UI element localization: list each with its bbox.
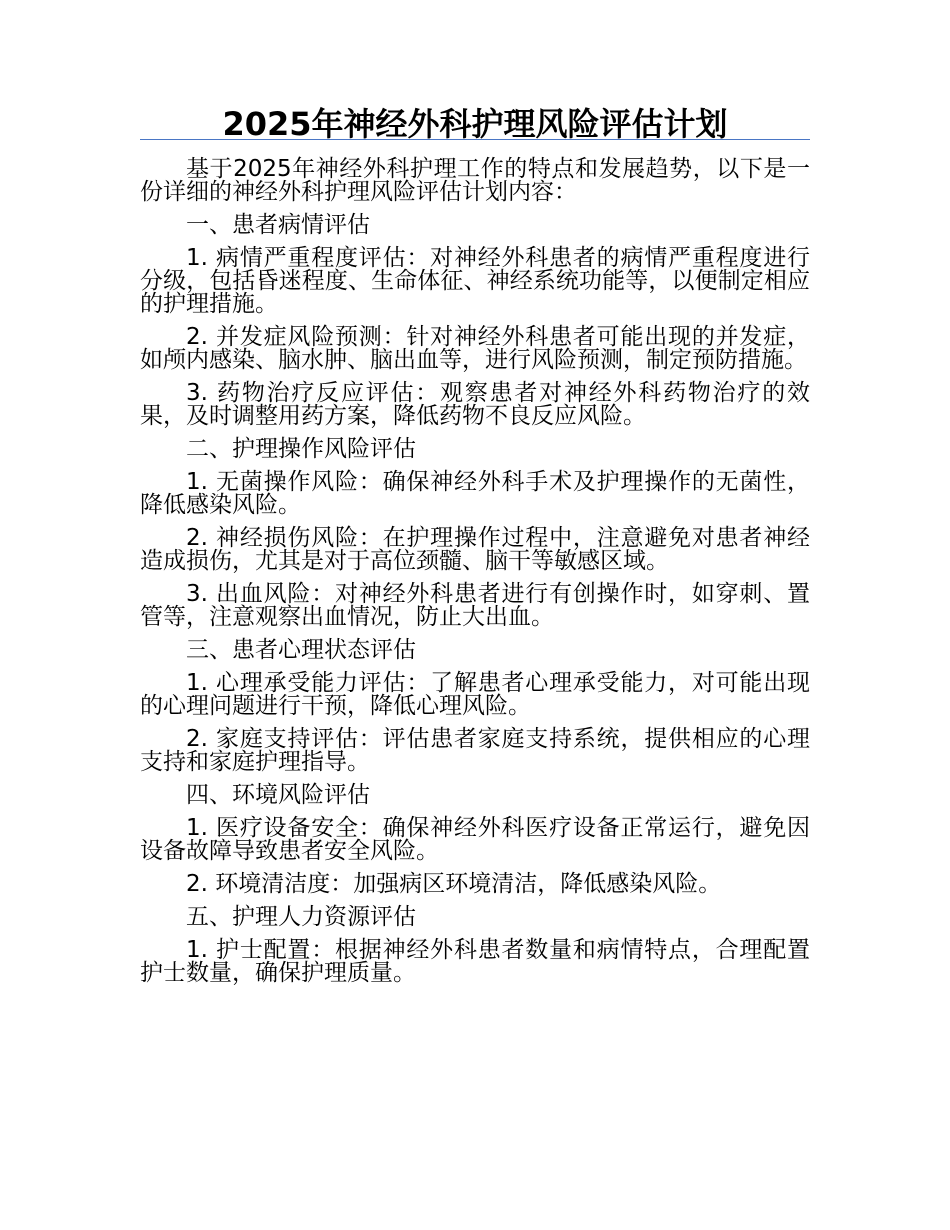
section-heading-environment: 四、环境风险评估	[186, 782, 370, 808]
document-body	[140, 158, 810, 995]
section-item: 1. 无菌操作风险：确保神经外科手术及护理操作的无菌性，降低感染风险。	[140, 469, 810, 518]
intro-paragraph: 基于2025年神经外科护理工作的特点和发展趋势，以下是一份详细的神经外科护理风险评估计划内容：	[140, 156, 810, 205]
title-underline	[140, 139, 810, 140]
document-title: 2025年神经外科护理风险评估计划	[222, 105, 728, 143]
section-item: 3. 出血风险：对神经外科患者进行有创操作时，如穿刺、置管等，注意观察出血情况，防止大出血。	[140, 581, 810, 630]
section-heading-human-resources: 五、护理人力资源评估	[186, 904, 416, 930]
section-item: 1. 病情严重程度评估：对神经外科患者的病情严重程度进行分级，包括昏迷程度、生命体征、神经系统功能等，以便制定相应的护理措施。	[140, 245, 810, 317]
section-item: 1. 心理承受能力评估：了解患者心理承受能力，对可能出现的心理问题进行干预，降低心理风险。	[140, 670, 810, 719]
section-item: 2. 家庭支持评估：评估患者家庭支持系统，提供相应的心理支持和家庭护理指导。	[140, 726, 810, 775]
section-item: 2. 并发症风险预测：针对神经外科患者可能出现的并发症，如颅内感染、脑水肿、脑出血等，进行风险预测，制定预防措施。	[140, 324, 810, 373]
section-item: 3. 药物治疗反应评估：观察患者对神经外科药物治疗的效果，及时调整用药方案，降低药物不良反应风险。	[140, 380, 810, 429]
section-item: 2. 神经损伤风险：在护理操作过程中，注意避免对患者神经造成损伤，尤其是对于高位颈髓、脑干等敏感区域。	[140, 525, 810, 574]
section-heading-nursing-operation: 二、护理操作风险评估	[186, 436, 416, 462]
section-item: 1. 护士配置：根据神经外科患者数量和病情特点，合理配置护士数量，确保护理质量。	[140, 937, 810, 986]
section-heading-patient-condition: 一、患者病情评估	[186, 212, 370, 238]
section-item: 1. 医疗设备安全：确保神经外科医疗设备正常运行，避免因设备故障导致患者安全风险。	[140, 815, 810, 864]
section-heading-psychological-state: 三、患者心理状态评估	[186, 637, 416, 663]
section-item: 2. 环境清洁度：加强病区环境清洁，降低感染风险。	[186, 871, 722, 897]
